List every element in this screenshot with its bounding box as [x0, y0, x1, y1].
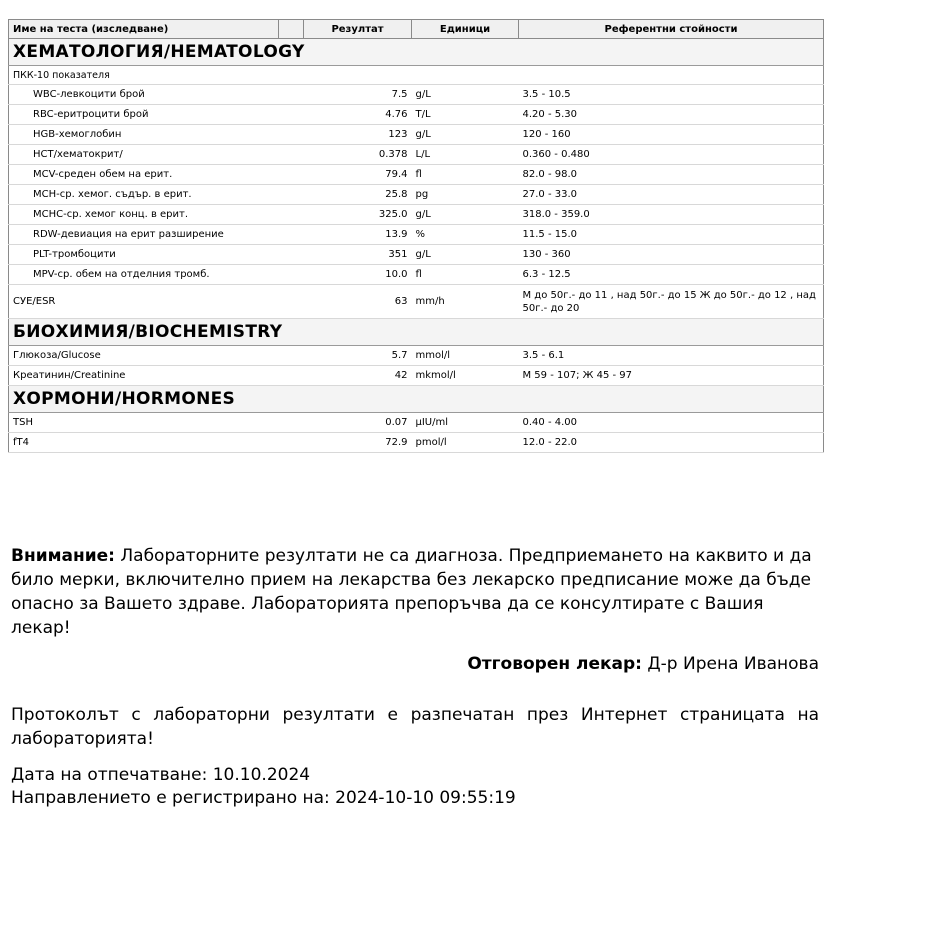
test-name: TSH [9, 413, 279, 433]
unit-value: pg [412, 185, 519, 205]
table-row [9, 185, 824, 205]
test-name: СУЕ/ESR [9, 285, 279, 319]
group-row [9, 66, 824, 85]
test-name: MCHC-ср. хемог конц. в ерит. [9, 205, 279, 225]
notice-label: Внимание: [11, 546, 115, 566]
table-row [9, 125, 824, 145]
spacer-cell [279, 245, 304, 265]
spacer-cell [279, 165, 304, 185]
result-value: 42 [304, 366, 412, 386]
test-name: HGB-хемоглобин [9, 125, 279, 145]
table-row [9, 285, 824, 319]
reference-range: 0.40 - 4.00 [519, 413, 824, 433]
reference-range: 6.3 - 12.5 [519, 265, 824, 285]
header-spacer [279, 20, 304, 39]
responsible-doctor [11, 652, 819, 676]
unit-value: µIU/ml [412, 413, 519, 433]
spacer-cell [279, 205, 304, 225]
unit-value: L/L [412, 145, 519, 165]
test-name: MPV-ср. обем на отделния тромб. [9, 265, 279, 285]
table-row [9, 85, 824, 105]
result-value: 63 [304, 285, 412, 319]
test-name: MCV-среден обем на ерит. [9, 165, 279, 185]
result-value: 123 [304, 125, 412, 145]
table-row [9, 433, 824, 453]
unit-value: g/L [412, 205, 519, 225]
section-title: ХЕМАТОЛОГИЯ/HEMATOLOGY [9, 39, 824, 66]
table-row [9, 346, 824, 366]
table-row [9, 366, 824, 386]
result-value: 4.76 [304, 105, 412, 125]
result-value: 5.7 [304, 346, 412, 366]
reference-range: М 59 - 107; Ж 45 - 97 [519, 366, 824, 386]
table-header-row [9, 20, 824, 39]
unit-value: mmol/l [412, 346, 519, 366]
spacer-cell [279, 366, 304, 386]
unit-value: g/L [412, 245, 519, 265]
table-row [9, 145, 824, 165]
table-row [9, 165, 824, 185]
test-name: Креатинин/Creatinine [9, 366, 279, 386]
test-name: fT4 [9, 433, 279, 453]
spacer-cell [279, 145, 304, 165]
unit-value: pmol/l [412, 433, 519, 453]
table-row [9, 105, 824, 125]
spacer-cell [279, 413, 304, 433]
reference-range: 11.5 - 15.0 [519, 225, 824, 245]
notice-text: Лабораторните резултати не са диагноза. Предприемането на каквито и да било мерки, включително прием на лекарства без лекарско предписание може да бъде опасно за Вашето здраве. Лабораторията препоръчва да се консултирате с Вашия лекар! [11, 546, 812, 638]
section-title: БИОХИМИЯ/BIOCHEMISTRY [9, 319, 824, 346]
section-hematology [9, 39, 824, 66]
test-name: RBC-еритроцити брой [9, 105, 279, 125]
unit-value: T/L [412, 105, 519, 125]
reference-range: 3.5 - 6.1 [519, 346, 824, 366]
table-row [9, 205, 824, 225]
spacer-cell [279, 185, 304, 205]
protocol-note: Протоколът с лабораторни резултати е разпечатан през Интернет страницата на лабораторията! [11, 705, 819, 749]
spacer-cell [279, 105, 304, 125]
unit-value: mkmol/l [412, 366, 519, 386]
reference-range: 120 - 160 [519, 125, 824, 145]
spacer-cell [279, 285, 304, 319]
header-reference: Референтни стойности [519, 20, 824, 39]
spacer-cell [279, 433, 304, 453]
doctor-label: Отговорен лекар: [467, 654, 642, 674]
result-value: 7.5 [304, 85, 412, 105]
result-value: 79.4 [304, 165, 412, 185]
result-value: 25.8 [304, 185, 412, 205]
unit-value: % [412, 225, 519, 245]
registration-date: Направлението е регистрирано на: 2024-10-10 09:55:19 [11, 788, 516, 808]
result-value: 325.0 [304, 205, 412, 225]
result-value: 0.378 [304, 145, 412, 165]
unit-value: fl [412, 165, 519, 185]
unit-value: g/L [412, 125, 519, 145]
spacer-cell [279, 346, 304, 366]
result-value: 351 [304, 245, 412, 265]
unit-value: g/L [412, 85, 519, 105]
spacer-cell [279, 265, 304, 285]
reference-range: 12.0 - 22.0 [519, 433, 824, 453]
header-test-name: Име на теста (изследване) [9, 20, 279, 39]
table-row [9, 413, 824, 433]
reference-range: 130 - 360 [519, 245, 824, 265]
test-name: PLT-тромбоцити [9, 245, 279, 265]
reference-range: 3.5 - 10.5 [519, 85, 824, 105]
result-value: 72.9 [304, 433, 412, 453]
table-row [9, 265, 824, 285]
reference-range: М до 50г.- до 11 , над 50г.- до 15 Ж до 50г.- до 12 , над 50г.- до 20 [519, 285, 824, 319]
table-row [9, 225, 824, 245]
unit-value: fl [412, 265, 519, 285]
test-name: MCH-ср. хемог. съдър. в ерит. [9, 185, 279, 205]
unit-value: mm/h [412, 285, 519, 319]
print-date: Дата на отпечатване: 10.10.2024 [11, 765, 311, 785]
dates-block [11, 764, 819, 810]
reference-range: 4.20 - 5.30 [519, 105, 824, 125]
test-name: RDW-девиация на ерит разширение [9, 225, 279, 245]
result-value: 0.07 [304, 413, 412, 433]
results-body [9, 39, 824, 453]
result-value: 13.9 [304, 225, 412, 245]
table-row [9, 245, 824, 265]
header-units: Единици [412, 20, 519, 39]
test-name: Глюкоза/Glucose [9, 346, 279, 366]
reference-range: 0.360 - 0.480 [519, 145, 824, 165]
doctor-name: Д-р Ирена Иванова [641, 654, 819, 674]
result-value: 10.0 [304, 265, 412, 285]
warning-notice [11, 544, 821, 640]
section-hormones [9, 386, 824, 413]
test-name: WBC-левкоцити брой [9, 85, 279, 105]
test-name: HCT/хематокрит/ [9, 145, 279, 165]
results-table [8, 19, 824, 453]
reference-range: 318.0 - 359.0 [519, 205, 824, 225]
section-title: ХОРМОНИ/HORMONES [9, 386, 824, 413]
spacer-cell [279, 85, 304, 105]
reference-range: 82.0 - 98.0 [519, 165, 824, 185]
reference-range: 27.0 - 33.0 [519, 185, 824, 205]
group-label: ПКК-10 показателя [9, 66, 824, 85]
spacer-cell [279, 225, 304, 245]
section-biochemistry [9, 319, 824, 346]
header-result: Резултат [304, 20, 412, 39]
spacer-cell [279, 125, 304, 145]
